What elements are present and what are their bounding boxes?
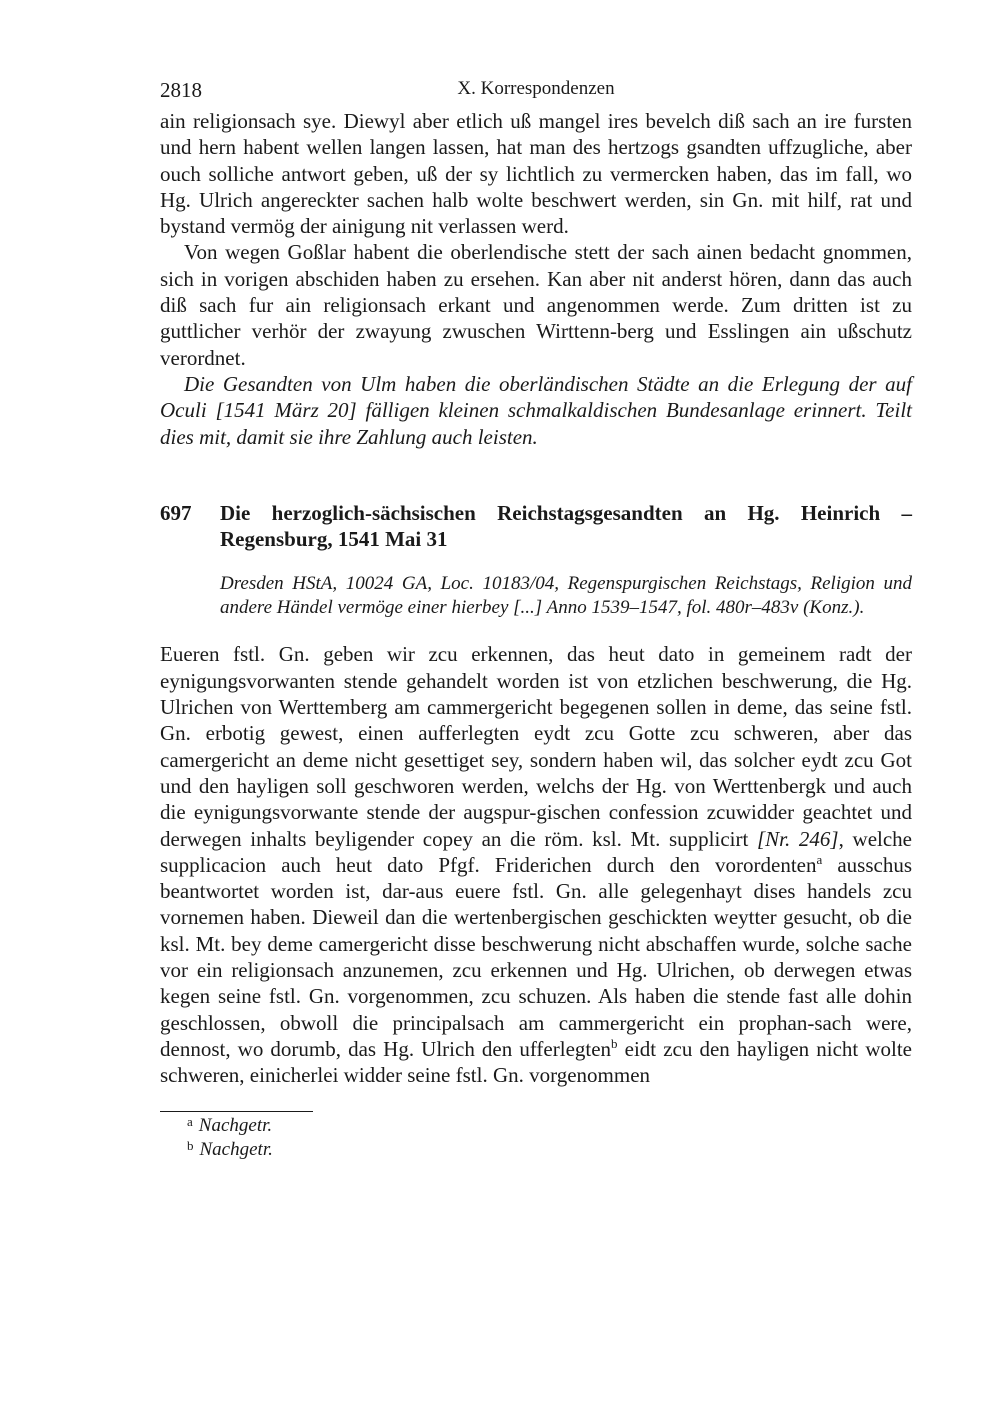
- footnote-marker-a: a: [816, 851, 823, 867]
- document-body: [160, 641, 912, 1088]
- page-header: [160, 78, 912, 108]
- body-text-3: ausschus beantwortet worden ist, dar-aus euere fstl. Gn. alle gelegenhayt dises handels zcu vornemen haben. Dieweil dan die wertenbergischen geschickten weytter gesucht, ob die ksl. Mt. bey deme camergericht disse beschwerung nicht abschaffen wurde, solche sache vor ein religionsach anzunemen, zcu erkennen und Hg. Ulrichen, ob derwegen etwas kegen seine fstl. Gn. vorgenommen, zcu schuzen. Als haben die stende fast alle dohin geschlossen, obwoll die principalsach am cammergericht ein prophan-sach were, dennost, wo dorumb, das Hg. Ulrich den ufferlegten: [160, 852, 912, 1061]
- continuation-paragraph-1: ain religionsach sye. Diewyl aber etlich uß mangel ires bevelch diß sach an ire fursten und hern habent wellen langen lassen, hat man des hertzogs gsandten uffzugliche, aber ouch solliche antwort geben, uß der sy lichtlich zu vermercken haben, das im fall, wo Hg. Ulrich angereckter sachen halb wolte beschwert werden, sin Gn. mit hilf, rat und bystand vermög der ainigung nit verlassen werd.: [160, 109, 912, 239]
- footnote-mark: b: [187, 1137, 194, 1153]
- document-number: 697: [160, 500, 192, 525]
- page-number: 2818: [160, 78, 202, 102]
- body-text-1: Eueren fstl. Gn. geben wir zcu erkennen, das heut dato in gemeinem radt der eynigungsvorwanten stende gehandelt worden ist von etzlichen beschwerung, die Hg. Ulrichen von Werttemberg am cammergericht begegenen sollen in deme, das seine fstl. Gn. erbotig gewest, einen aufferlegten eydt zcu Gotte zcu schweren, aber das camergericht an deme nicht gesettiget sey, sondern haben wil, das solcher eydt zcu Got und den hayligen soll geschworen werden, welchs der Hg. von Werttenbergk und auch die eynigungsvorwante stende der augspur-gischen confession zcuwidder geachtet und derwegen inhalts beyligender copey an die röm. ksl. Mt. supplicirt: [160, 642, 912, 851]
- cross-reference: [Nr. 246]: [756, 826, 839, 851]
- footnote-text: Nachgetr.: [199, 1138, 273, 1160]
- footnotes: [187, 1114, 912, 1162]
- footnote-text: Nachgetr.: [198, 1114, 273, 1136]
- footnote-b: [187, 1138, 912, 1162]
- source-citation: Dresden HStA, 10024 GA, Loc. 10183/04, Regenspurgischen Reichstags, Religion und andere Händel vermöge einer hierbey [...] Anno 1539–1547, fol. 480r–483v (Konz.).: [220, 573, 912, 618]
- document-title: Die herzoglich-sächsischen Reichstagsgesandten an Hg. Heinrich – Regensburg, 1541 Mai 31: [220, 500, 912, 552]
- running-title: X. Korrespondenzen: [457, 78, 615, 99]
- document-heading: [160, 500, 912, 553]
- summary-paragraph: Die Gesandten von Ulm haben die oberländischen Städte an die Erlegung der auf Oculi [1541 März 20] fälligen kleinen schmalkaldischen Bundesanlage erinnert. Teilt dies mit, damit sie ihre Zahlung auch leisten.: [160, 371, 912, 449]
- footnote-divider: [160, 1111, 313, 1112]
- footnote-mark: a: [187, 1113, 193, 1129]
- body-text-2: , welche supplicacion auch heut dato Pfgf. Friderichen durch den vorordenten: [160, 826, 912, 877]
- page: [160, 78, 912, 1162]
- footnote-a: [187, 1114, 912, 1138]
- continuation-paragraph-2: Von wegen Goßlar habent die oberlendische stett der sach ainen bedacht gnommen, sich in vorigen abschiden haben zu ersehen. Kan aber nit anderst hören, dann das auch diß sach fur ain religionsach erkant und angenommen werde. Zum dritten ist zu guttlicher verhör der zwayung zwuschen Wirttenn-berg und Esslingen ain ußschutz verordnet.: [160, 240, 912, 370]
- body-text-4: eidt zcu den hayligen nicht wolte schweren, einicherlei widder seine fstl. Gn. vorgenommen: [160, 1036, 912, 1088]
- footnote-marker-b: b: [611, 1035, 618, 1051]
